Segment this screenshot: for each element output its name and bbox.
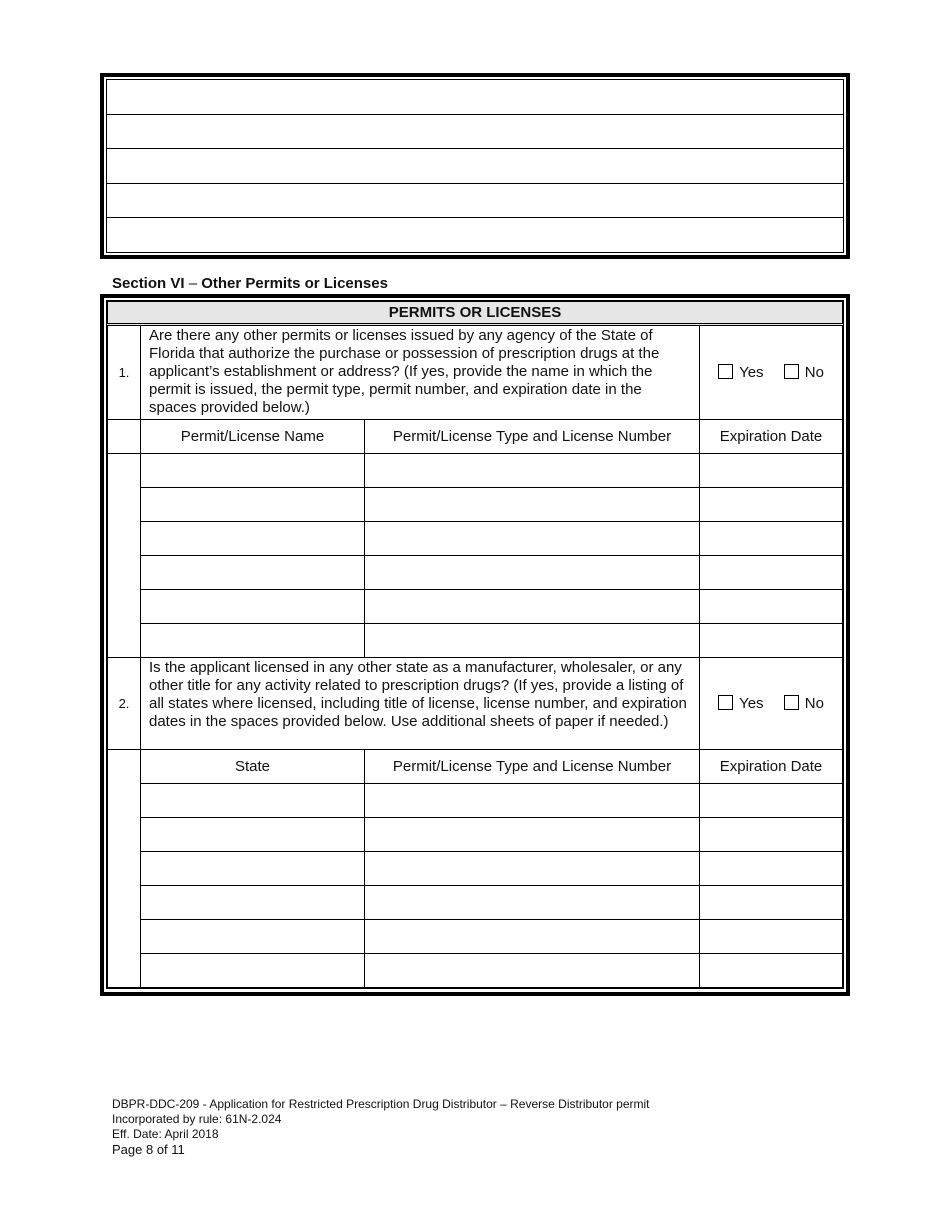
- expiration-field[interactable]: [700, 818, 843, 852]
- question-2-row: [108, 658, 843, 750]
- no-option[interactable]: No: [784, 364, 824, 381]
- state-field[interactable]: [141, 784, 365, 818]
- no-option[interactable]: No: [784, 695, 824, 712]
- question-1-answer: [700, 325, 843, 420]
- permit-name-field[interactable]: [141, 454, 365, 488]
- col-expiration: Expiration Date: [700, 750, 843, 784]
- table-row: [108, 624, 843, 658]
- table-row: [108, 954, 843, 988]
- section-title: Section VI – Other Permits or Licenses: [112, 275, 388, 292]
- expiration-field[interactable]: [700, 624, 843, 658]
- question-1-text: Are there any other permits or licenses issued by any agency of the State of Florida that authorize the purchase or possession of prescription drugs at the applicant’s establishment or address? (If yes, provide the name in which the permit is issued, the permit type, permit number, and expiration date in the spaces provided below.): [141, 325, 700, 420]
- no-checkbox[interactable]: [784, 695, 799, 710]
- col-expiration: Expiration Date: [700, 420, 843, 454]
- state-field[interactable]: [141, 954, 365, 988]
- permit-name-field[interactable]: [141, 624, 365, 658]
- table-row: [108, 784, 843, 818]
- col-state: State: [141, 750, 365, 784]
- blank-cell: [108, 750, 141, 988]
- state-field[interactable]: [141, 920, 365, 954]
- question-2-answer: [700, 658, 843, 750]
- blank-row[interactable]: [107, 115, 843, 150]
- question-1-row: [108, 325, 843, 420]
- yes-option[interactable]: Yes: [718, 695, 763, 712]
- permit-name-field[interactable]: [141, 488, 365, 522]
- blank-row[interactable]: [107, 149, 843, 184]
- permit-type-field[interactable]: [365, 624, 700, 658]
- expiration-field[interactable]: [700, 454, 843, 488]
- yes-checkbox[interactable]: [718, 364, 733, 379]
- blank-row[interactable]: [107, 184, 843, 219]
- page-number: Page 8 of 11: [112, 1142, 185, 1157]
- permit-type-field[interactable]: [365, 522, 700, 556]
- column-header-row: [108, 420, 843, 454]
- expiration-field[interactable]: [700, 784, 843, 818]
- permit-type-field[interactable]: [365, 886, 700, 920]
- yes-option[interactable]: Yes: [718, 364, 763, 381]
- rule-line: Incorporated by rule: 61N-2.024: [112, 1112, 282, 1126]
- permit-type-field[interactable]: [365, 556, 700, 590]
- expiration-field[interactable]: [700, 522, 843, 556]
- table-row: [108, 852, 843, 886]
- column-header-row: [108, 750, 843, 784]
- table-row: [108, 556, 843, 590]
- expiration-field[interactable]: [700, 886, 843, 920]
- permit-name-field[interactable]: [141, 590, 365, 624]
- no-checkbox[interactable]: [784, 364, 799, 379]
- permit-name-field[interactable]: [141, 522, 365, 556]
- col-permit-type: Permit/License Type and License Number: [365, 420, 700, 454]
- table-row: [108, 590, 843, 624]
- expiration-field[interactable]: [700, 556, 843, 590]
- table-row: [108, 488, 843, 522]
- yes-checkbox[interactable]: [718, 695, 733, 710]
- table-header: PERMITS OR LICENSES: [108, 302, 843, 325]
- expiration-field[interactable]: [700, 954, 843, 988]
- state-field[interactable]: [141, 818, 365, 852]
- permit-type-field[interactable]: [365, 818, 700, 852]
- table-row: [108, 886, 843, 920]
- blank-row[interactable]: [107, 218, 843, 252]
- table-header-row: [108, 302, 843, 325]
- permit-type-field[interactable]: [365, 954, 700, 988]
- expiration-field[interactable]: [700, 488, 843, 522]
- permits-table-frame: [100, 294, 850, 996]
- permit-type-field[interactable]: [365, 852, 700, 886]
- table-row: [108, 522, 843, 556]
- effective-date-line: Eff. Date: April 2018: [112, 1127, 219, 1141]
- permits-table: [107, 301, 843, 988]
- col-permit-type: Permit/License Type and License Number: [365, 750, 700, 784]
- col-permit-name: Permit/License Name: [141, 420, 365, 454]
- form-id-line: DBPR-DDC-209 - Application for Restricted Prescription Drug Distributor – Reverse Distributor permit: [112, 1097, 650, 1111]
- blank-cell: [108, 454, 141, 658]
- expiration-field[interactable]: [700, 852, 843, 886]
- permit-type-field[interactable]: [365, 454, 700, 488]
- expiration-field[interactable]: [700, 590, 843, 624]
- state-field[interactable]: [141, 852, 365, 886]
- table-row: [108, 920, 843, 954]
- table-row: [108, 818, 843, 852]
- table-row: [108, 454, 843, 488]
- question-2-text: Is the applicant licensed in any other state as a manufacturer, wholesaler, or any other title for any activity related to prescription drugs? (If yes, provide a listing of all states where licensed, including title of license, license number, and expiration dates in the spaces provided below. Use additional sheets of paper if needed.): [141, 658, 700, 750]
- blank-row[interactable]: [107, 80, 843, 115]
- page-footer: [112, 1097, 650, 1157]
- permit-type-field[interactable]: [365, 590, 700, 624]
- question-number: 2.: [108, 658, 141, 750]
- previous-section-table: [100, 73, 850, 259]
- permit-name-field[interactable]: [141, 556, 365, 590]
- permit-type-field[interactable]: [365, 920, 700, 954]
- question-number: 1.: [108, 325, 141, 420]
- permit-type-field[interactable]: [365, 784, 700, 818]
- expiration-field[interactable]: [700, 920, 843, 954]
- permit-type-field[interactable]: [365, 488, 700, 522]
- state-field[interactable]: [141, 886, 365, 920]
